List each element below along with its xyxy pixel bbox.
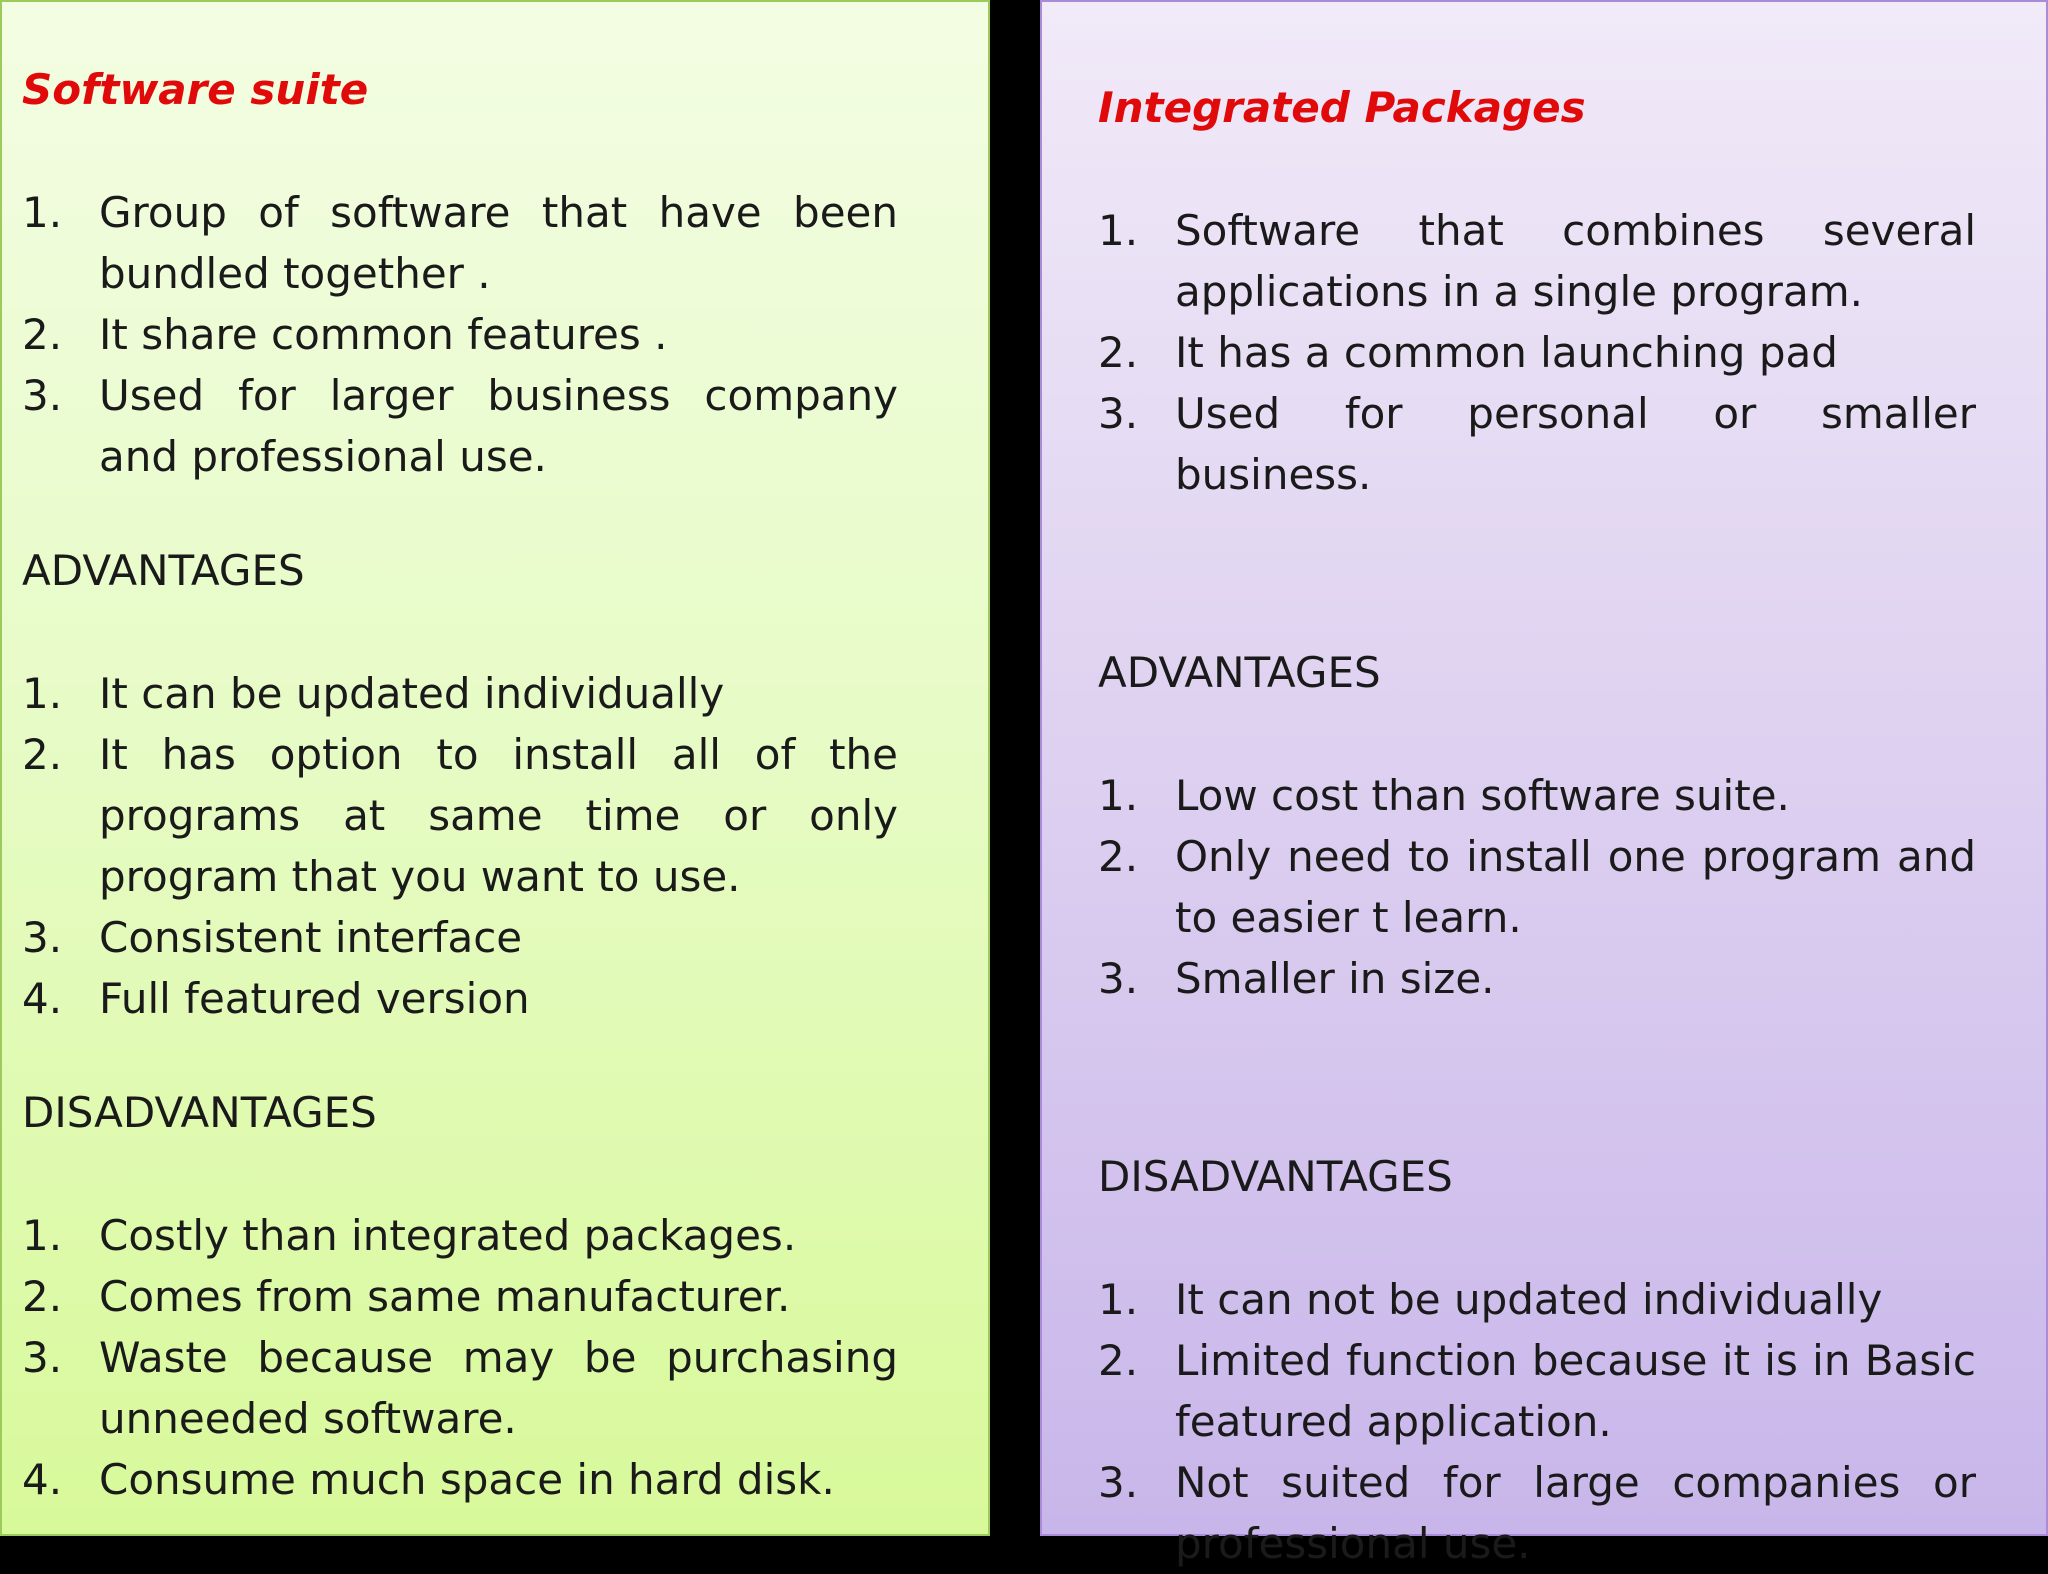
- list-item-number: 1.: [22, 669, 63, 718]
- software-suite-disadvantages-list: [22, 1205, 898, 1510]
- software-suite-advantages-list: [22, 663, 898, 1029]
- list-item: [1098, 200, 1976, 322]
- list-item-number: 3.: [1098, 389, 1139, 438]
- list-item-number: 1.: [1098, 206, 1139, 255]
- list-item-text: Smaller in size.: [1175, 954, 1495, 1003]
- list-item-text: Full featured version: [99, 974, 530, 1023]
- software-suite-advantages-heading: ADVANTAGES: [22, 546, 305, 595]
- list-item-number: 3.: [22, 371, 63, 420]
- list-item-text: Consistent interface: [99, 913, 523, 962]
- list-item: [22, 1327, 898, 1449]
- list-item-text: Not suited for large companies or professional use.: [1175, 1458, 1976, 1568]
- list-item-text: Used for larger business company and professional use.: [99, 371, 898, 481]
- list-item-number: 2.: [22, 1272, 63, 1321]
- list-item: [1098, 765, 1976, 826]
- list-item-number: 2.: [22, 310, 63, 359]
- list-item-text: It share common features .: [99, 310, 668, 359]
- list-item: [22, 1266, 898, 1327]
- list-item-text: It can not be updated individually: [1175, 1275, 1883, 1324]
- list-item-text: It has option to install all of the programs at same time or only program that you want to use.: [99, 730, 898, 901]
- list-item-number: 4.: [22, 974, 63, 1023]
- list-item: [22, 304, 898, 365]
- list-item: [1098, 322, 1976, 383]
- list-item-number: 1.: [22, 1211, 63, 1260]
- list-item-text: Waste because may be purchasing unneeded software.: [99, 1333, 898, 1443]
- list-item: [22, 724, 898, 907]
- list-item-text: It has a common launching pad: [1175, 328, 1838, 377]
- list-item-number: 3.: [1098, 954, 1139, 1003]
- list-item: [1098, 1269, 1976, 1330]
- list-item: [1098, 1452, 1976, 1574]
- list-item-number: 1.: [1098, 771, 1139, 820]
- integrated-packages-disadvantages-list: [1098, 1269, 1976, 1574]
- integrated-packages-title: Integrated Packages: [1098, 83, 1586, 132]
- list-item-text: Low cost than software suite.: [1175, 771, 1790, 820]
- list-item-text: Costly than integrated packages.: [99, 1211, 797, 1260]
- integrated-packages-advantages-heading: ADVANTAGES: [1098, 648, 1381, 697]
- list-item-text: Limited function because it is in Basic featured application.: [1175, 1336, 1976, 1446]
- list-item: [22, 907, 898, 968]
- list-item-number: 2.: [1098, 328, 1139, 377]
- list-item: [22, 663, 898, 724]
- integrated-packages-panel: [1040, 0, 2048, 1568]
- list-item-number: 3.: [22, 913, 63, 962]
- list-item-number: 3.: [22, 1333, 63, 1382]
- list-item-text: Comes from same manufacturer.: [99, 1272, 791, 1321]
- software-suite-features-list: [22, 182, 898, 487]
- list-item-number: 2.: [1098, 1336, 1139, 1385]
- software-suite-disadvantages-heading: DISADVANTAGES: [22, 1088, 377, 1137]
- list-item: [22, 968, 898, 1029]
- list-item-number: 4.: [22, 1455, 63, 1504]
- list-item-number: 2.: [1098, 832, 1139, 881]
- list-item-text: It can be updated individually: [99, 669, 725, 718]
- list-item-number: 1.: [1098, 1275, 1139, 1324]
- list-item-number: 2.: [22, 730, 63, 779]
- integrated-packages-advantages-list: [1098, 765, 1976, 1009]
- list-item-text: Group of software that have been bundled together .: [99, 188, 898, 298]
- list-item: [1098, 826, 1976, 948]
- software-suite-title: Software suite: [22, 65, 369, 114]
- list-item: [1098, 383, 1976, 505]
- list-item-text: Software that combines several applications in a single program.: [1175, 206, 1976, 316]
- list-item: [22, 1449, 898, 1510]
- integrated-packages-features-list: [1098, 200, 1976, 505]
- list-item: [22, 365, 898, 487]
- list-item-text: Used for personal or smaller business.: [1175, 389, 1976, 499]
- list-item-number: 3.: [1098, 1458, 1139, 1507]
- list-item: [1098, 948, 1976, 1009]
- list-item: [22, 182, 898, 304]
- list-item: [1098, 1330, 1976, 1452]
- list-item-text: Only need to install one program and to easier t learn.: [1175, 832, 1976, 942]
- integrated-packages-disadvantages-heading: DISADVANTAGES: [1098, 1152, 1453, 1201]
- software-suite-panel: [0, 0, 990, 1536]
- list-item-number: 1.: [22, 188, 63, 237]
- list-item-text: Consume much space in hard disk.: [99, 1455, 835, 1504]
- list-item: [22, 1205, 898, 1266]
